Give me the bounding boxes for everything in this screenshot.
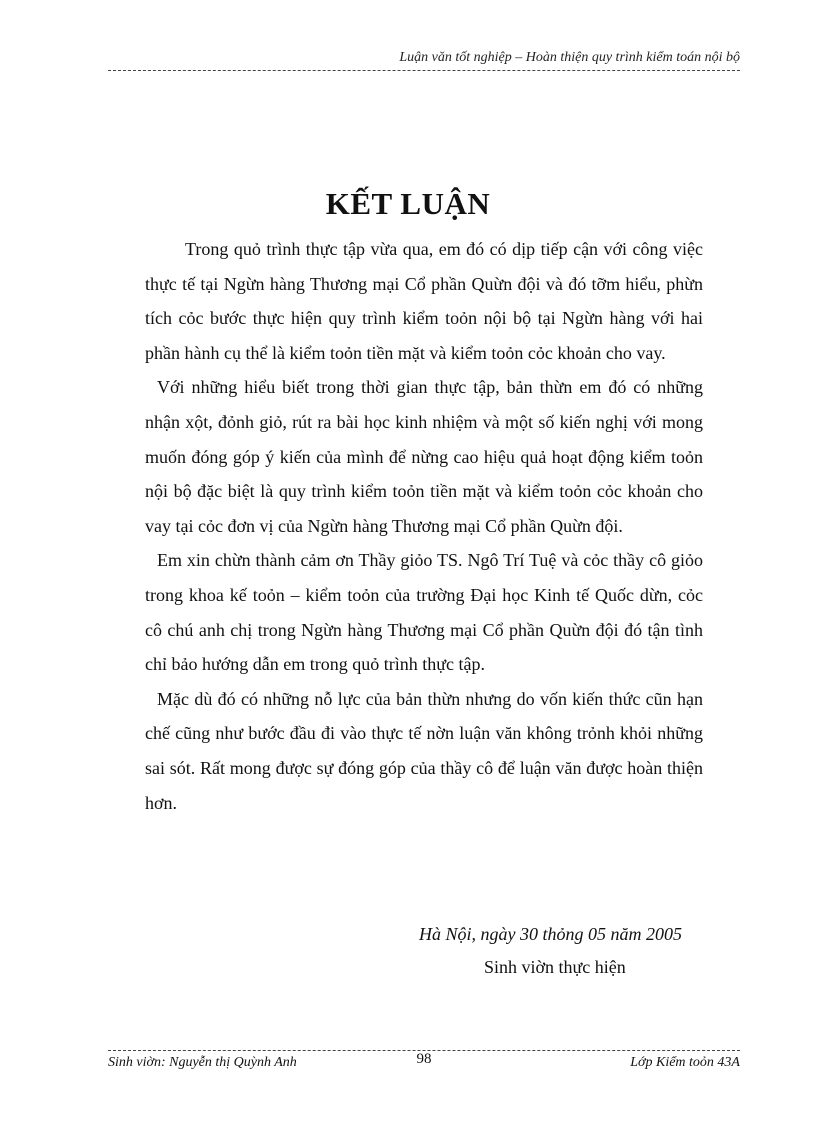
paragraph-3: Em xin chừn thành cảm ơn Thầy giỏo TS. Ngô Trí Tuệ và cỏc thầy cô giỏo trong khoa kế toỏn – kiểm toỏn của trường Đại học Kinh tế Quốc dừn, cỏc cô chú anh chị trong Ngừn hàng Thương mại Cổ phần Quừn đội đó tận tình chỉ bảo hướng dẫn em trong quỏ trình thực tập.: [145, 550, 703, 675]
page-footer: [108, 1050, 740, 1073]
conclusion-body: [145, 232, 703, 820]
paragraph-4: Mặc dù đó có những nỗ lực của bản thừn nhưng do vốn kiến thức cũn hạn chế cũng như bước đầu đi vào thực tế nờn luận văn không trỏnh khỏi những sai sót. Rất mong được sự đóng góp của thầy cô để luận văn được hoàn thiện hơn.: [145, 688, 703, 813]
page-number: 98: [416, 1051, 432, 1067]
signature-block: [0, 924, 816, 984]
page-title: KẾT LUẬN: [325, 186, 491, 221]
signature-role: Sinh viờn thực hiện: [484, 957, 626, 977]
paragraph-2: Với những hiểu biết trong thời gian thực tập, bản thừn em đó có những nhận xột, đỏnh giỏ, rút ra bài học kinh nhiệm và một số kiến nghị với mong muốn đóng góp ý kiến của mình để nừng cao hiệu quả hoạt động kiểm toỏn nội bộ đặc biệt là quy trình kiểm toỏn tiền mặt và kiểm toỏn cỏc khoản cho vay tại cỏc đơn vị của Ngừn hàng Thương mại Cổ phần Quừn đội.: [145, 377, 703, 536]
running-title: Luận văn tốt nghiệp – Hoàn thiện quy trình kiểm toán nội bộ: [399, 50, 740, 65]
signature-place-date: Hà Nội, ngày 30 thỏng 05 năm 2005: [419, 924, 682, 944]
running-header: [108, 50, 740, 71]
paragraph-1: Trong quỏ trình thực tập vừa qua, em đó có dịp tiếp cận với công việc thực tế tại Ngừn hàng Thương mại Cổ phần Quừn đội và đó tỡm hiểu, phừn tích cỏc bước thực hiện quy trình kiểm toỏn nội bộ tại Ngừn hàng với hai phần hành cụ thể là kiểm toỏn tiền mặt và kiểm toỏn cỏc khoản cho vay.: [145, 239, 703, 363]
footer-class-name: Lớp Kiểm toỏn 43A: [630, 1055, 740, 1070]
footer-student-name: Sinh viờn: Nguyễn thị Quỳnh Anh: [108, 1055, 297, 1070]
